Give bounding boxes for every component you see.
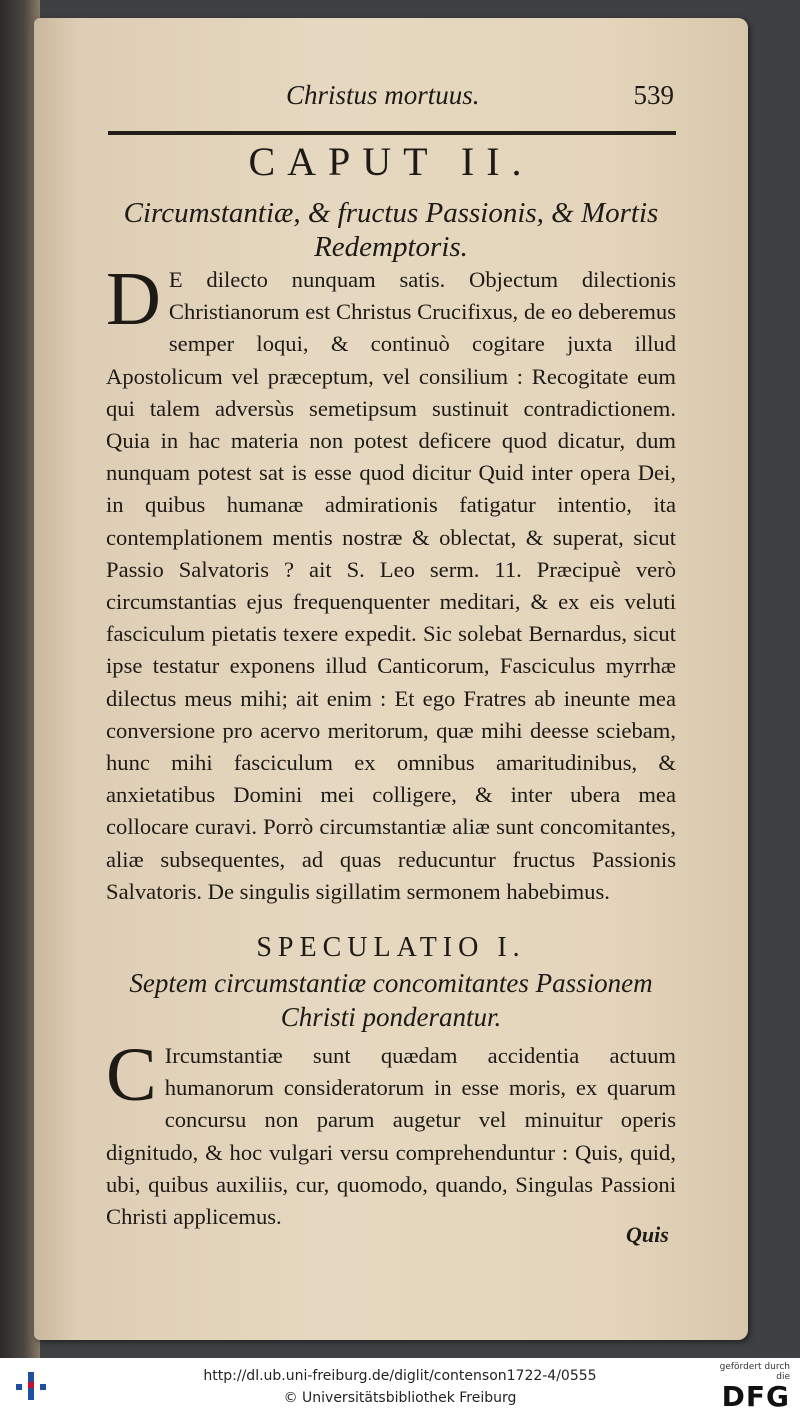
section-heading: SPECULATIO I.	[256, 932, 526, 963]
section-subtitle: Septem circumstantiæ concomitantes Passionem Christi ponderantur.	[129, 968, 653, 1032]
dropcap-d: D	[106, 257, 161, 341]
permalink[interactable]: http://dl.ub.uni-freiburg.de/diglit/contenson1722-4/0555	[203, 1368, 597, 1384]
paragraph-1	[106, 257, 676, 908]
dropcap-c: C	[106, 1033, 157, 1117]
chapter-subtitle: Circumstantiæ, & fructus Passionis, & Mortis Redemptoris.	[123, 197, 659, 263]
header-rule	[108, 131, 676, 135]
dfg-wordmark: DFG	[721, 1380, 790, 1413]
chapter-heading: CAPUT II.	[248, 139, 534, 184]
running-title: Christus mortuus.	[286, 80, 480, 110]
paragraph-2-text: Ircumstantiæ sunt quædam accidentia actuum humanorum consideratorum in esse moris, ex quarum concursu non parum augetur vel minuitur operis dignitudo, & hoc vulgari versu comprehenduntur : Quis, quid, ubi, quibus auxiliis, cur, quomodo, quando, Singulas Passioni Christi applicemus.	[106, 1043, 676, 1230]
catchword: Quis	[626, 1222, 669, 1247]
copyright-notice: © Universitätsbibliothek Freiburg	[283, 1390, 517, 1406]
dfg-caption: gefördert durch die	[719, 1362, 790, 1382]
paragraph-1-text: E dilecto nunquam satis. Objectum dilectionis Christianorum est Christus Crucifixus, de eo deberemus semper loqui, & continuò cogitare juxta illud Apostolicum vel præceptum, vel consilium : Recogitate eum qui talem adversùs semetipsum sustinuit contradictionem. Quia in hac materia non potest deficere quod dicatur, dum nunquam potest sat is esse quod dicitur Quid inter opera Dei, in quibus humanæ admirationis fatigatur intentio, ita contemplationem mentis nostræ & oblectat, & superat, sicut Passio Salvatoris ? ait S. Leo serm. 11. Præcipuè verò circumstantias ejus frequenquenter meditari, & ex eis veluti fasciculum pietatis texere expedit. Sic solebat Bernardus, sicut ipse testatur exponens illud Canticorum, Fasciculus myrrhæ dilectus meus mihi; ait enim : Et ego Fratres ab ineunte mea conversione pro acervo meritorum, quæ mihi deesse sciebam, hunc mihi fasciculum ex omnibus amaritudinibus, & anxietatibus Domini mei colligere, & inter ubera mea collocare curavi. Porrò circumstantiæ aliæ sunt concomitantes, aliæ subsequentes, ad quas reducuntur fructus Passionis Salvatoris. De singulis sigillatim sermonem habebimus.	[106, 267, 676, 904]
viewer-footer	[0, 1358, 800, 1414]
paragraph-2	[106, 1033, 676, 1233]
running-head	[106, 80, 676, 124]
dfg-logo	[704, 1362, 790, 1412]
page-number: 539	[633, 80, 674, 110]
